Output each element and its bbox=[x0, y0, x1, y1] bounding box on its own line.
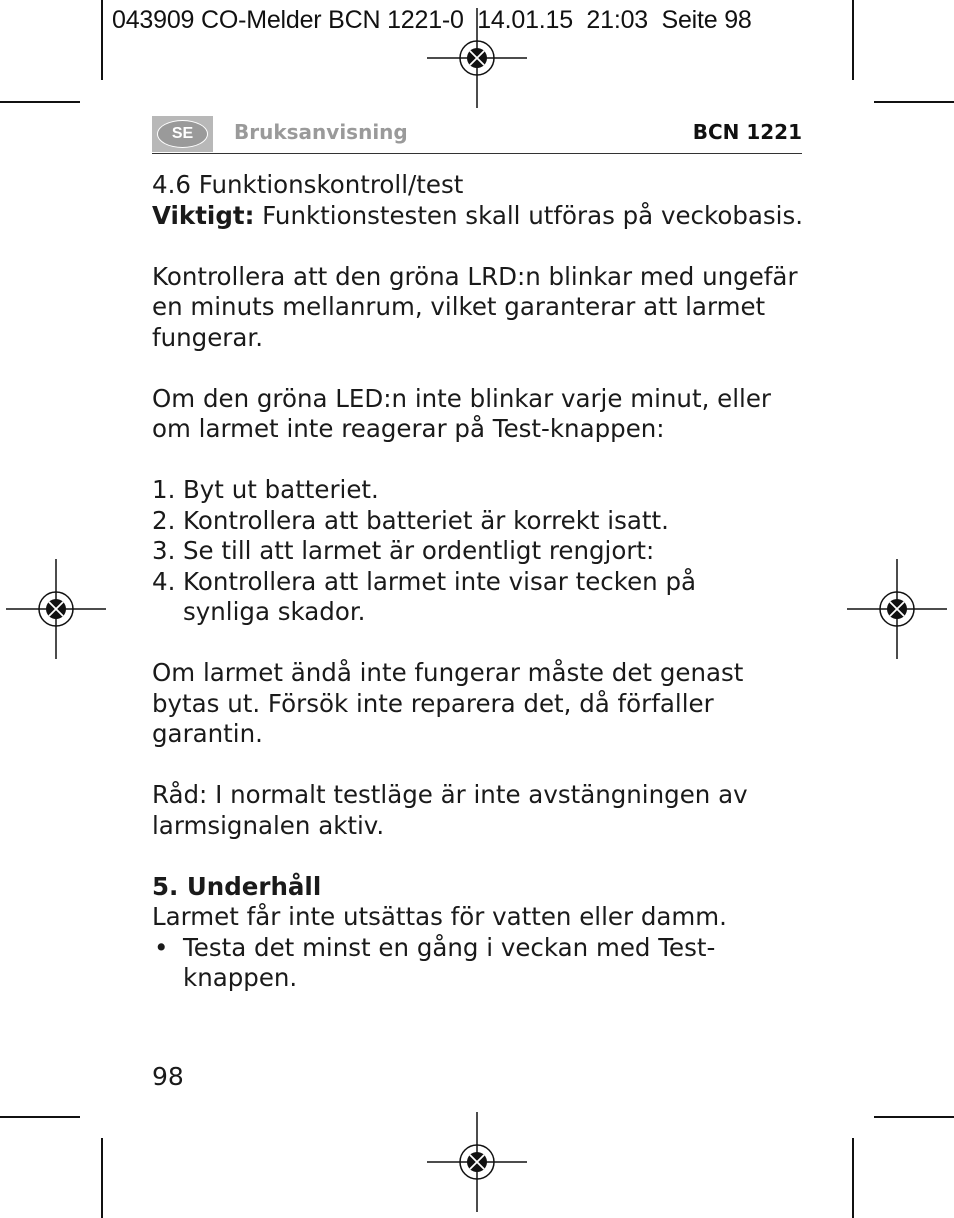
crop-mark-top-left-vertical bbox=[101, 0, 103, 80]
list-item bbox=[152, 506, 812, 537]
important-note bbox=[152, 201, 812, 232]
print-slug-line: 043909 CO-Melder BCN 1221-0 14.01.15 21:03 Seite 98 bbox=[112, 6, 752, 34]
page-number: 98 bbox=[152, 1062, 184, 1091]
header-model: BCN 1221 bbox=[692, 120, 802, 144]
list-item-number: 3. bbox=[152, 536, 176, 565]
language-badge-label: SE bbox=[157, 120, 208, 148]
crop-mark-bottom-left-horizontal bbox=[0, 1116, 80, 1118]
registration-mark-left-icon bbox=[6, 559, 106, 659]
crop-mark-top-right-vertical bbox=[852, 0, 854, 80]
list-item-text: Byt ut batteriet. bbox=[183, 475, 379, 504]
paragraph-replace-alarm: Om larmet ändå inte fungerar måste det genast bytas ut. Försök inte reparera det, då förfaller garantin. bbox=[152, 658, 744, 748]
list-item-number: 2. bbox=[152, 505, 176, 535]
list-item bbox=[152, 475, 812, 506]
crop-mark-top-left-horizontal bbox=[0, 101, 80, 103]
section-heading-5: 5. Underhåll bbox=[152, 871, 322, 901]
maintenance-bullets bbox=[152, 933, 812, 994]
list-item-text: Testa det minst en gång i veckan med Test-knappen. bbox=[183, 932, 716, 992]
list-item-text: Kontrollera att larmet inte visar tecken på synliga skador. bbox=[183, 566, 697, 626]
paragraph-led-check: Kontrollera att den gröna LRD:n blinkar med ungefär en minuts mellanrum, vilket garanterar att larmet fungerar. bbox=[152, 261, 798, 352]
registration-mark-right-icon bbox=[847, 559, 947, 659]
list-item-number: 1. bbox=[152, 475, 176, 504]
troubleshooting-steps bbox=[152, 475, 812, 628]
section-heading-4-6: 4.6 Funktionskontroll/test bbox=[152, 170, 464, 199]
important-text: Funktionstesten skall utföras på veckobasis. bbox=[254, 200, 804, 230]
list-item bbox=[152, 933, 812, 994]
list-item bbox=[152, 567, 812, 628]
list-item-text: Se till att larmet är ordentligt rengjort: bbox=[183, 536, 655, 565]
running-header bbox=[152, 116, 802, 154]
paragraph-led-not-blinking: Om den gröna LED:n inte blinkar varje minut, eller om larmet inte reagerar på Test-knappen: bbox=[152, 383, 771, 443]
crop-mark-bottom-left-vertical bbox=[101, 1138, 103, 1218]
crop-mark-bottom-right-horizontal bbox=[874, 1116, 954, 1118]
header-title: Bruksanvisning bbox=[234, 120, 408, 144]
crop-mark-top-right-horizontal bbox=[874, 101, 954, 103]
crop-mark-bottom-right-vertical bbox=[852, 1138, 854, 1218]
bullet-symbol: • bbox=[154, 932, 169, 962]
registration-mark-top-icon bbox=[427, 8, 527, 108]
maintenance-intro: Larmet får inte utsättas för vatten eller damm. bbox=[152, 902, 727, 931]
page-content bbox=[152, 170, 812, 994]
list-item bbox=[152, 536, 812, 567]
language-badge bbox=[152, 116, 213, 152]
registration-mark-bottom-icon bbox=[427, 1112, 527, 1212]
list-item-text: Kontrollera att batteriet är korrekt isatt. bbox=[183, 505, 669, 535]
paragraph-advice: Råd: I normalt testläge är inte avstängningen av larmsignalen aktiv. bbox=[152, 780, 748, 840]
list-item-number: 4. bbox=[152, 566, 176, 596]
important-label: Viktigt: bbox=[152, 200, 255, 230]
